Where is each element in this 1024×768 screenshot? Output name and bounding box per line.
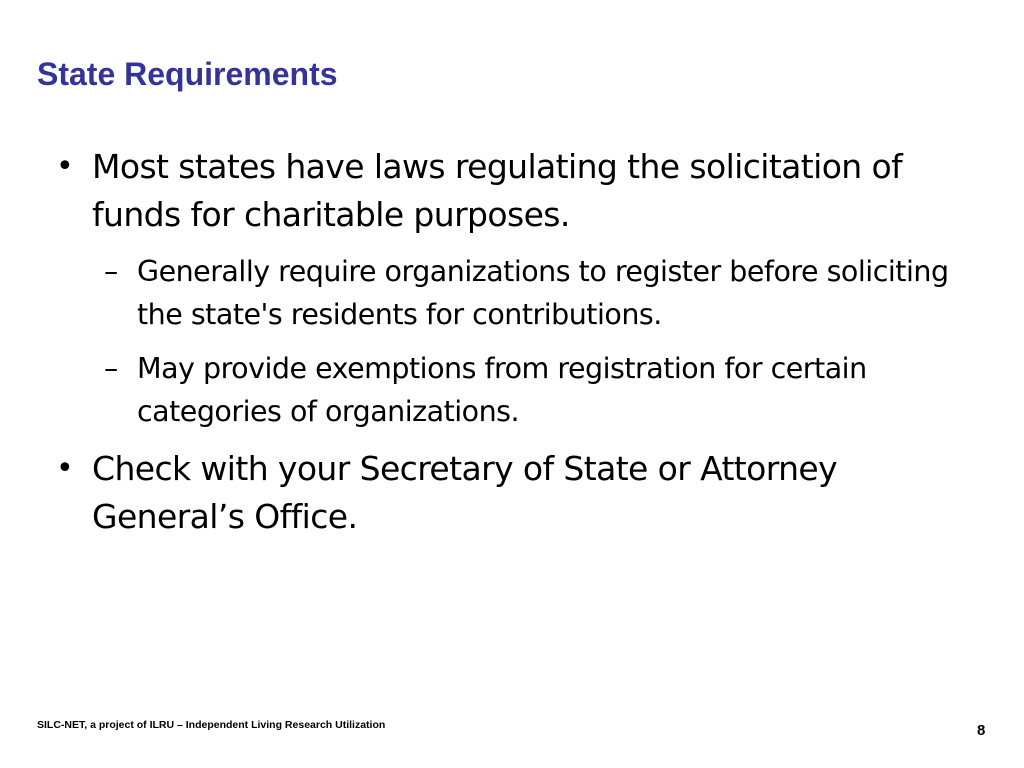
bullet-text: Most states have laws regulating the solicitation of funds for charitable purposes. [92, 147, 903, 234]
dash-icon: – [104, 255, 118, 288]
bullet-text: Check with your Secretary of State or Attorney General’s Office. [92, 449, 838, 536]
bullet-icon: • [56, 451, 74, 486]
slide-title: State Requirements [37, 56, 338, 92]
bullet-item [56, 445, 972, 541]
page-number: 8 [977, 722, 986, 739]
bullet-item [56, 143, 972, 239]
dash-icon: – [104, 352, 118, 385]
bullet-icon: • [56, 149, 74, 184]
sub-bullet-text: Generally require organizations to register before soliciting the state's residents for contributions. [137, 255, 949, 331]
sub-bullet-item [104, 250, 967, 336]
footer-text: SILC-NET, a project of ILRU – Independent Living Research Utilization [37, 719, 386, 731]
sub-bullet-text: May provide exemptions from registration for certain categories of organizations. [137, 352, 867, 428]
sub-bullet-item [104, 347, 967, 433]
